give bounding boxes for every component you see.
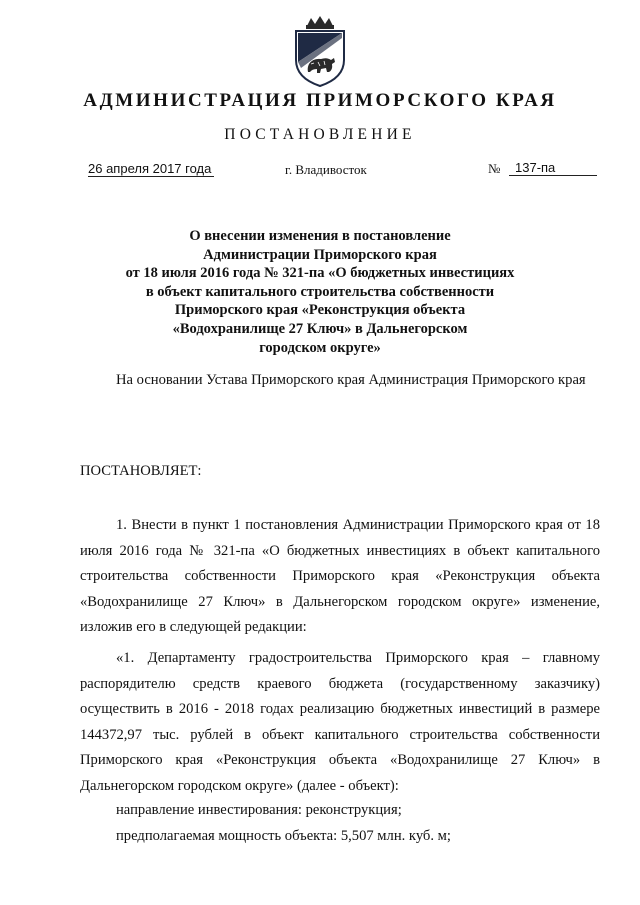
document-date: 26 апреля 2017 года	[88, 161, 214, 177]
document-city: г. Владивосток	[285, 162, 367, 177]
title-line: городском округе»	[259, 339, 381, 356]
capacity-line: предполагаемая мощность объекта: 5,507 млн. куб. м;	[116, 828, 451, 844]
quoted-item-paragraph: «1. Департаменту градостроительства Приморского края – главному распорядителю средств краевого бюджета (государственному заказчику) осуществить в 2016 - 2018 годах реализацию бюджетных инвестиций в размере 144372,97 тыс. рублей в объект капитального строительства собственности Приморского края «Реконструкция объекта «Водохранилище 27 Ключ» в Дальнегорском городском округе» (далее - объект):	[80, 650, 600, 794]
document-type: ПОСТАНОВЛЕНИЕ	[224, 126, 416, 143]
coat-of-arms-icon	[287, 14, 353, 88]
title-line: Приморского края «Реконструкция объекта	[174, 302, 466, 319]
investment-direction-line: направление инвестирования: реконструкция;	[116, 802, 402, 818]
document-number: 137-па	[509, 160, 597, 176]
basis-paragraph: На основании Устава Приморского края Администрация Приморского края	[116, 372, 586, 388]
document-title	[90, 227, 550, 357]
title-line: О внесении изменения в постановление	[189, 228, 451, 244]
title-line: Администрации Приморского края	[203, 246, 437, 263]
title-line: в объект капитального строительства собственности	[145, 283, 495, 300]
item-1-paragraph: 1. Внести в пункт 1 постановления Администрации Приморского края от 18 июля 2016 года № 321-па «О бюджетных инвестициях в объект капитального строительства собственности Приморского края «Реконструкция объекта «Водохранилище 27 Ключ» в Дальнегорском городском округе» изменение, изложив его в следующей редакции:	[80, 517, 600, 635]
resolve-heading: ПОСТАНОВЛЯЕТ:	[80, 463, 202, 479]
title-line: от 18 июля 2016 года № 321-па «О бюджетных инвестициях	[125, 265, 515, 282]
organization-name: АДМИНИСТРАЦИЯ ПРИМОРСКОГО КРАЯ	[83, 90, 557, 111]
title-line: «Водохранилище 27 Ключ» в Дальнегорском	[172, 320, 468, 337]
number-sign: №	[488, 161, 501, 176]
